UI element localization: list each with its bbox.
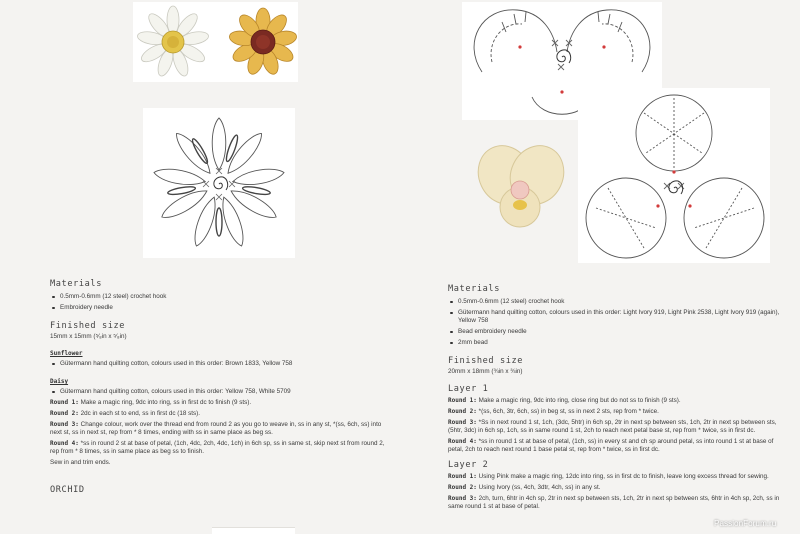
list-item: Embroidery needle (50, 304, 390, 312)
round-text: Change colour, work over the thread end from round 2 as you go to weave in, ss in any st, *(ss, 6ch, ss) into next st, ss in next st, rep from * 8 times, ending with ss in same place as beg ss. (50, 421, 382, 436)
materials-list (50, 293, 390, 312)
orchid-crochet-chart-bottom-panel (578, 88, 770, 263)
materials-list (448, 298, 786, 347)
layer-1-round-2 (448, 408, 786, 416)
layer-1-round-4 (448, 438, 786, 454)
round-label: Round 2: (50, 410, 79, 417)
list-item: Gütermann hand quilting cotton, colours used in this order: Yellow 758, White 5709 (50, 388, 390, 396)
watermark: PassionForum.ru (714, 519, 777, 528)
daisy-heading: Daisy (50, 378, 69, 385)
finished-size-heading: Finished size (448, 356, 524, 366)
layer-2-heading: Layer 2 (448, 460, 489, 470)
round-label: Round 2: (448, 484, 477, 491)
daisy-list (50, 388, 390, 396)
layer-2-round-2 (448, 484, 786, 492)
daisy-crochet-chart (153, 118, 285, 248)
list-item: 0.5mm-0.6mm (12 steel) crochet hook (50, 293, 390, 301)
orchid-photo-panel (465, 135, 575, 240)
round-text: Make a magic ring, 9dc into ring, ss in first dc to finish (9 sts). (80, 399, 252, 406)
sunflower-photo (228, 8, 297, 76)
round-text: Using Pink make a magic ring, 12dc into ring, ss in first dc to finish, leave long excess thread for sewing. (478, 473, 769, 480)
left-text-column (50, 279, 390, 495)
finished-size-value: 15mm x 15mm (⁵⁄₈in x ⁵⁄₈in) (50, 333, 127, 340)
orchid-layer-chart-bottom (586, 95, 764, 258)
round-label: Round 3: (448, 495, 477, 502)
orchid-photo (469, 137, 573, 227)
list-item: 0.5mm-0.6mm (12 steel) crochet hook (448, 298, 786, 306)
daisy-round-4 (50, 440, 390, 456)
sunflower-list (50, 360, 390, 368)
round-text: Using Ivory (ss, 4ch, 3dtr, 4ch, ss) in any st. (478, 484, 601, 491)
finished-size-heading: Finished size (50, 321, 126, 331)
round-text: *ss in round 2 st at base of petal, (1ch, 4dc, 2ch, 4dc, 1ch) in 6ch sp, ss in same st, skip next st from round 2, rep from * 8 times, ss in same place as beg ss to finish. (50, 440, 385, 455)
daisy-crochet-chart-panel (143, 108, 295, 258)
list-item: Gütermann hand quilting cotton, colours used in this order: Light Ivory 919, Light Pink 2538, Light Ivory 919 (again), Yellow 758 (448, 309, 786, 325)
round-label: Round 1: (50, 399, 79, 406)
round-label: Round 3: (50, 421, 79, 428)
round-label: Round 4: (448, 438, 477, 445)
round-text: Make a magic ring, 9dc into ring, close ring but do not ss to finish (9 sts). (478, 397, 681, 404)
materials-heading: Materials (448, 284, 500, 294)
layer-2-round-3 (448, 495, 786, 511)
round-label: Round 1: (448, 397, 477, 404)
sunflower-heading: Sunflower (50, 350, 83, 357)
round-text: *Ss in next round 1 st, 1ch, (3dc, 5htr) in 6ch sp, 2tr in next sp between sts, 1ch, 2tr in next sp between sts, (5htr, 3dc) in 6ch sp, 1ch, ss in same round 1 st, 2ch to reach next petal base st, rep from * twice, ss in first dc. (448, 419, 777, 434)
right-text-column (448, 284, 786, 511)
round-label: Round 4: (50, 440, 79, 447)
sew-instruction: Sew in and trim ends. (50, 459, 111, 466)
round-text: 2ch, turn, 6htr in 4ch sp, 2tr in next sp between sts, 1ch, 2tr in next sp between sts, 6htr in 4ch sp, 2ch, ss in same round 1 st at base of petal. (448, 495, 780, 510)
finished-size-value: 20mm x 18mm (¾in x ¾in) (448, 368, 523, 375)
list-item: Bead embroidery needle (448, 328, 786, 336)
daisy-round-1 (50, 399, 390, 407)
round-text: 2dc in each st to end, ss in first dc (18 sts). (80, 410, 200, 417)
round-label: Round 3: (448, 419, 477, 426)
round-text: *(ss, 6ch, 3tr, 6ch, ss) in beg st, ss in next 2 sts, rep from * twice. (478, 408, 659, 415)
layer-1-round-1 (448, 397, 786, 405)
round-text: *ss in round 1 st at base of petal, (1ch, ss) in every st and ch sp around petal, ss into round 1 st at base of petal, 2ch to reach next round 1 base petal st, rep from * twice, ss in first dc. (448, 438, 774, 453)
layer-1-heading: Layer 1 (448, 384, 489, 394)
orchid-heading: ORCHID (50, 485, 85, 495)
daisy-round-2 (50, 410, 390, 418)
round-label: Round 2: (448, 408, 477, 415)
list-item: Gütermann hand quilting cotton, colours used in this order: Brown 1833, Yellow 758 (50, 360, 390, 368)
layer-2-round-1 (448, 473, 786, 481)
daisy-photo (137, 6, 210, 78)
daisy-round-3 (50, 421, 390, 437)
left-flower-photo-panel (133, 2, 298, 82)
layer-1-round-3 (448, 419, 786, 435)
materials-heading: Materials (50, 279, 102, 289)
list-item: 2mm bead (448, 339, 786, 347)
round-label: Round 1: (448, 473, 477, 480)
